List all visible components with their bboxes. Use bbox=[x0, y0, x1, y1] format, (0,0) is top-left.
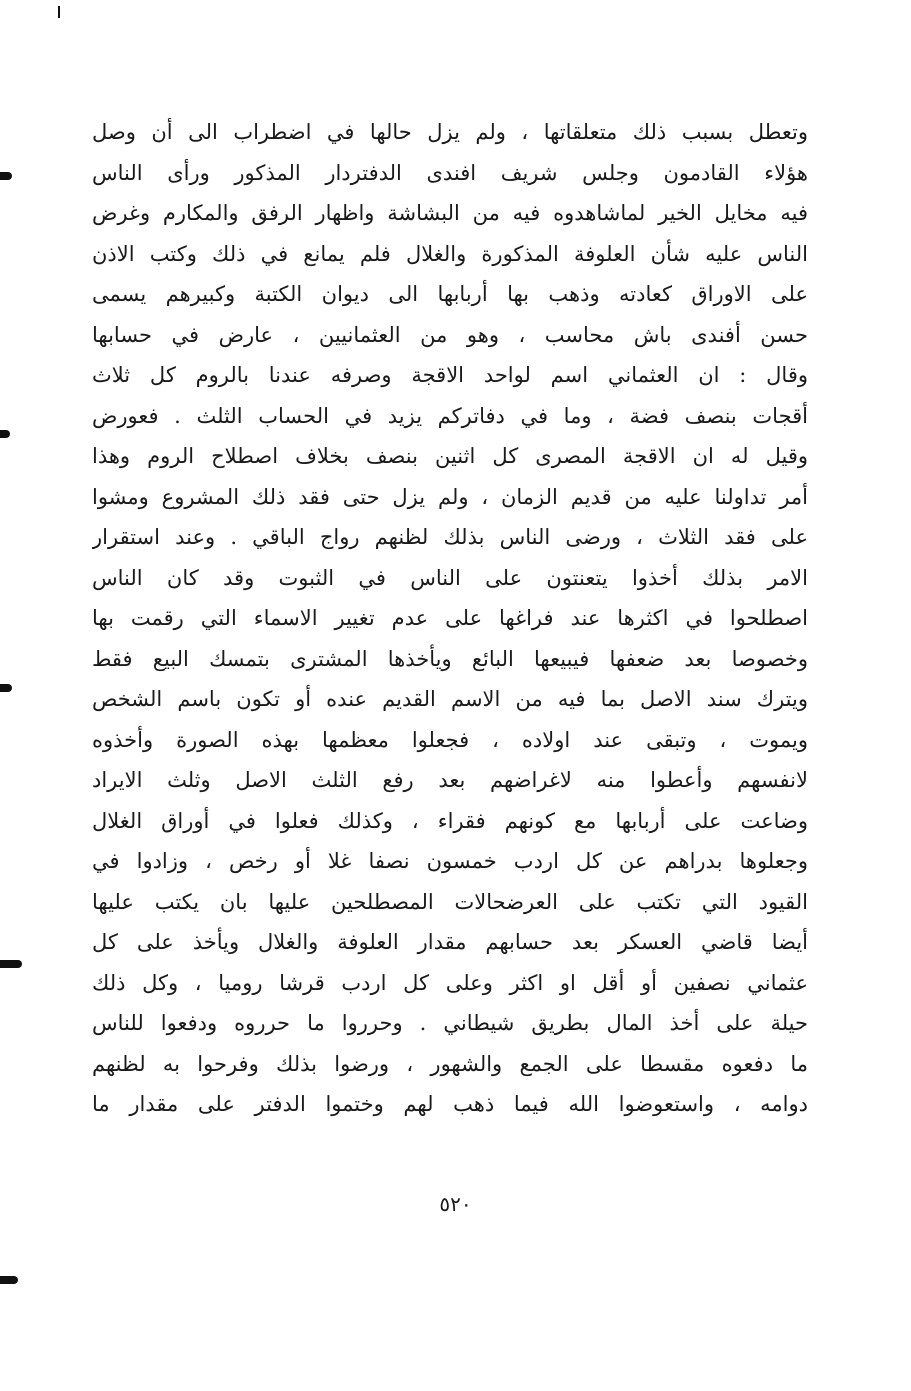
body-text bbox=[92, 112, 808, 1125]
text-line: وجعلوها بدراهم عن كل اردب خمسون نصفا غلا أو رخص ، وزادوا في bbox=[92, 849, 808, 873]
text-line: القيود التي تكتب على العرضحالات المصطلحين عليها بان يكتب عليها bbox=[92, 889, 808, 914]
page-number: ٥٢٠ bbox=[439, 1192, 472, 1216]
text-line: ويترك سند الاصل بما فيه من الاسم القديم عنده أو تكون باسم الشخص bbox=[92, 687, 808, 711]
text-line: وقال : ان العثماني اسم لواحد الاقجة وصرفه عندنا بالروم كل ثلاث bbox=[92, 363, 808, 387]
left-margin-mark bbox=[0, 960, 22, 968]
left-margin-mark bbox=[0, 1276, 18, 1284]
text-line: الناس عليه شأن العلوفة المذكورة والغلال فلم يمانع في ذلك وكتب الاذن bbox=[92, 241, 808, 266]
text-line: حسن أفندى باش محاسب ، وهو من العثمانيين ، عارض في حسابها bbox=[92, 322, 808, 347]
text-line: لانفسهم وأعطوا منه لاغراضهم بعد رفع الثلث الاصل وثلث الايراد bbox=[92, 768, 808, 792]
text-line: وخصوصا بعد ضعفها فيبيعها البائع ويأخذها المشترى بتمسك البيع فقط bbox=[92, 646, 808, 671]
text-line: هؤلاء القادمون وجلس شريف افندى الدفتردار المذكور ورأى الناس bbox=[92, 160, 808, 185]
text-line: أيضا قاضي العسكر بعد حسابهم مقدار العلوفة والغلال ويأخذ على كل bbox=[92, 930, 808, 954]
text-line: الامر بذلك أخذوا يتعنتون على الناس في الثبوت وقد كان الناس bbox=[92, 565, 808, 590]
text-line: ما دفعوه مقسطا على الجمع والشهور ، ورضوا بذلك وفرحوا به لظنهم bbox=[92, 1051, 808, 1076]
text-line: أمر تداولنا عليه من قديم الزمان ، ولم يزل حتى فقد ذلك المشروع ومشوا bbox=[92, 484, 808, 509]
text-line: وتعطل بسبب ذلك متعلقاتها ، ولم يزل حالها في اضطراب الى أن وصل bbox=[92, 120, 808, 144]
text-line: ويموت ، وتبقى عند اولاده ، فجعلوا معظمها بهذه الصورة وأخذوه bbox=[92, 727, 808, 752]
text-line: وقيل له ان الاقجة المصرى كل اثنين بنصف بخلاف اصطلاح الروم وهذا bbox=[92, 444, 808, 468]
top-margin-tick bbox=[58, 6, 60, 18]
text-line: عثماني نصفين أو أقل او اكثر وعلى كل اردب قرشا روميا ، وكل ذلك bbox=[92, 970, 808, 995]
text-line: وضاعت على أربابها مع كونهم فقراء ، وكذلك فعلوا في أوراق الغلال bbox=[92, 808, 808, 833]
left-margin-mark bbox=[0, 430, 10, 438]
left-margin-mark bbox=[0, 172, 12, 180]
text-line: فيه مخايل الخير لماشاهدوه فيه من البشاشة واظهار الرفق والمكارم وغرض bbox=[92, 201, 808, 225]
left-margin-mark bbox=[0, 684, 12, 692]
text-line: حيلة على أخذ المال بطريق شيطاني . وحرروا ما حرروه ودفعوا للناس bbox=[92, 1011, 808, 1035]
text-line: على الاوراق كعادته وذهب بها أربابها الى ديوان الكتبة وكبيرهم يسمى bbox=[92, 282, 808, 306]
text-line: أقجات بنصف فضة ، وما في دفاتركم يزيد في الحساب الثلث . فعورض bbox=[92, 403, 808, 428]
text-line: دوامه ، واستعوضوا الله فيما ذهب لهم وختموا الدفتر على مقدار ما bbox=[92, 1092, 808, 1116]
text-line: اصطلحوا في اكثرها عند فراغها على عدم تغيير الاسماء التي رقمت بها bbox=[92, 606, 808, 630]
text-line: على فقد الثلاث ، ورضى الناس بذلك لظنهم رواج الباقي . وعند استقرار bbox=[92, 525, 808, 549]
